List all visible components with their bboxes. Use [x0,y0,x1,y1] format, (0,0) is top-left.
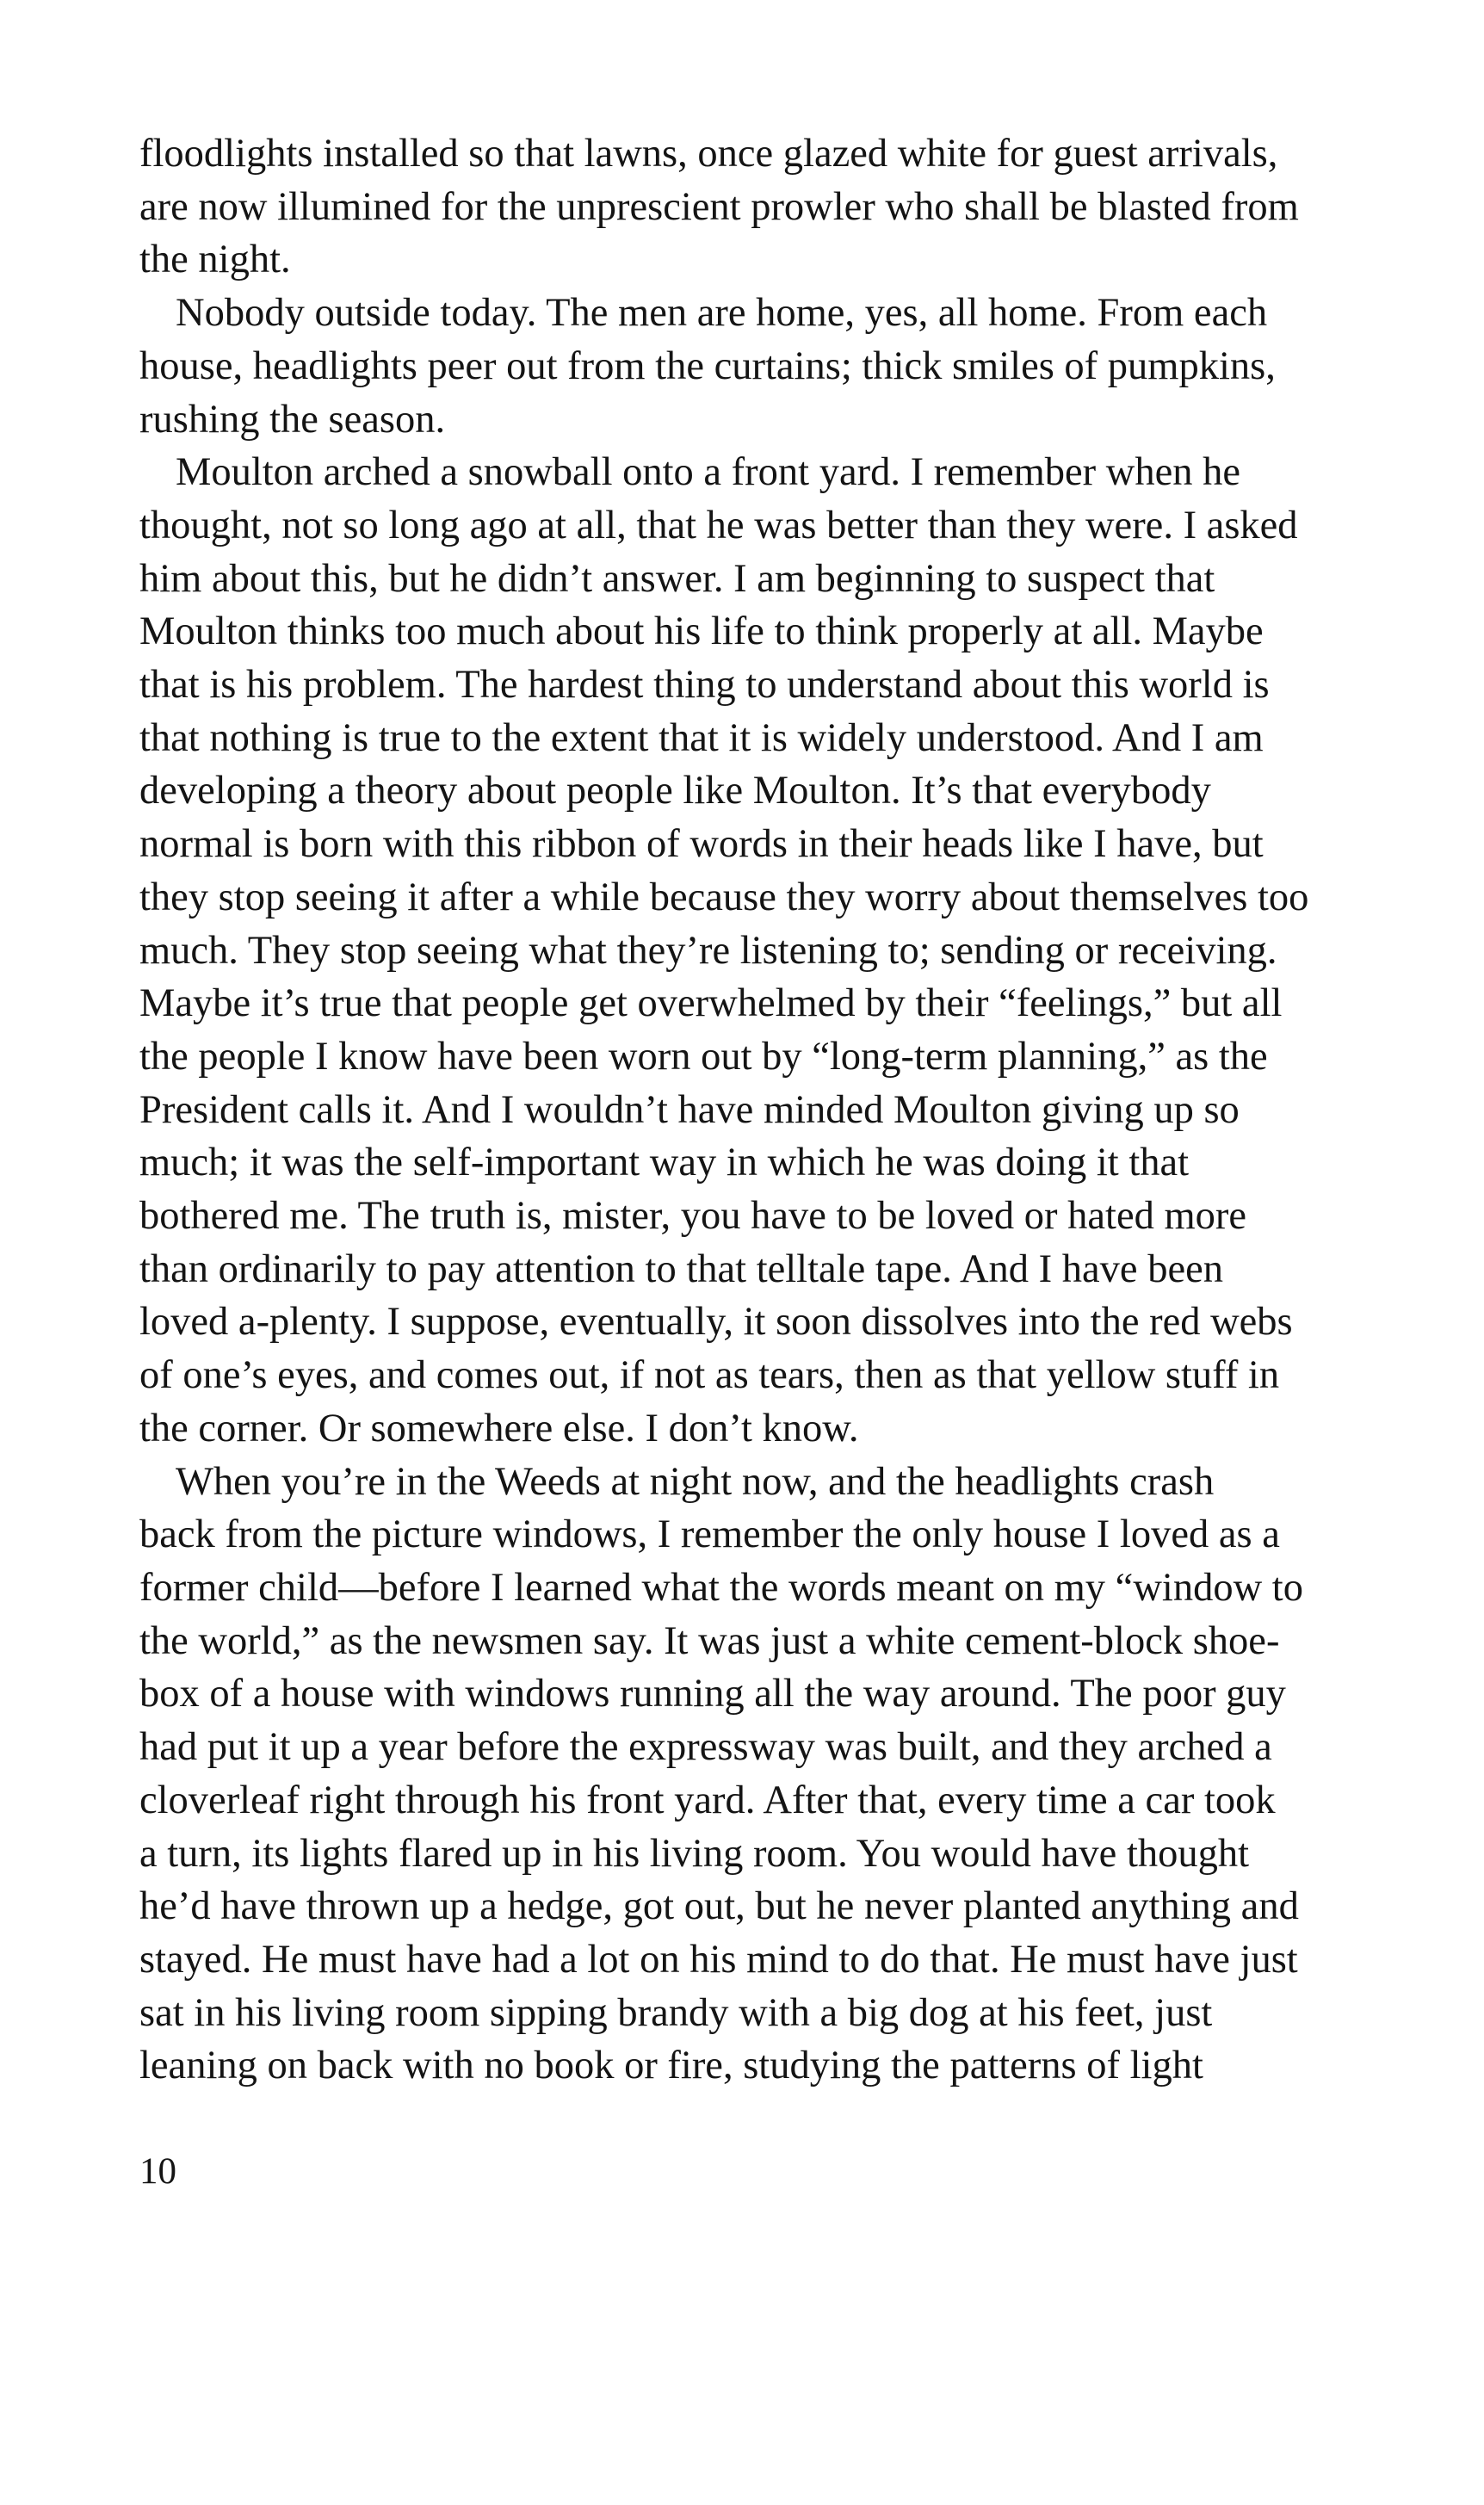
text-line: leaning on back with no book or fire, studying the patterns of light [139,2044,1203,2088]
text-line: had put it up a year before the expressway was built, and they arched a [139,1725,1272,1770]
text-line: the corner. Or somewhere else. I don’t know. [139,1406,859,1450]
paragraph [139,127,1360,287]
text-line: developing a theory about people like Moulton. It’s that everybody [139,769,1211,813]
text-line: stayed. He must have had a lot on his mind to do that. He must have just [139,1937,1298,1982]
text-line: they stop seeing it after a while because they worry about themselves too [139,875,1309,919]
text-line: rushing the season. [139,397,446,442]
text-line: he’d have thrown up a hedge, got out, but he never planted anything and [139,1884,1299,1929]
text-line: Moulton arched a snowball onto a front yard. I remember when he [176,450,1241,495]
text-line: the people I know have been worn out by “long-term planning,” as the [139,1034,1268,1079]
text-line: bothered me. The truth is, mister, you have to be loved or hated more [139,1194,1247,1239]
text-line: the night. [139,238,291,282]
text-line: house, headlights peer out from the curtains; thick smiles of pumpkins, [139,343,1276,388]
paragraph [139,1456,1360,2093]
body-text [139,127,1360,2093]
paragraph [139,287,1360,446]
page-number: 10 [139,2151,176,2192]
text-line: than ordinarily to pay attention to that telltale tape. And I have been [139,1246,1223,1291]
text-line: loved a-plenty. I suppose, eventually, it soon dissolves into the red webs [139,1300,1293,1345]
text-line: Nobody outside today. The men are home, yes, all home. From each [176,291,1268,336]
text-line: him about this, but he didn’t answer. I am beginning to suspect that [139,556,1215,601]
text-line: that nothing is true to the extent that it is widely understood. And I am [139,715,1264,760]
text-line: much. They stop seeing what they’re listening to; sending or receiving. [139,928,1277,973]
text-line: the world,” as the newsmen say. It was just a white cement-block shoe- [139,1618,1280,1663]
text-line: Moulton thinks too much about his life to think properly at all. Maybe [139,609,1264,654]
text-line: much; it was the self-important way in which he was doing it that [139,1141,1190,1185]
text-line: box of a house with windows running all the way around. The poor guy [139,1672,1286,1716]
paragraph [139,446,1360,1455]
text-line: normal is born with this ribbon of words in their heads like I have, but [139,822,1264,867]
text-line: floodlights installed so that lawns, once glazed white for guest arrivals, [139,132,1278,176]
text-line: that is his problem. The hardest thing to understand about this world is [139,663,1270,708]
text-line: a turn, its lights flared up in his living room. You would have thought [139,1831,1250,1876]
text-line: cloverleaf right through his front yard. After that, every time a car took [139,1778,1276,1822]
text-line: Maybe it’s true that people get overwhelmed by their “feelings,” but all [139,981,1283,1026]
text-line: When you’re in the Weeds at night now, and the headlights crash [176,1459,1215,1504]
text-line: thought, not so long ago at all, that he was better than they were. I asked [139,503,1298,547]
text-line: former child—before I learned what the words meant on my “window to [139,1565,1303,1610]
text-line: are now illumined for the unprescient prowler who shall be blasted from [139,184,1299,229]
text-line: President calls it. And I wouldn’t have minded Moulton giving up so [139,1087,1240,1132]
text-line: sat in his living room sipping brandy with a big dog at his feet, just [139,1990,1213,2035]
text-line: back from the picture windows, I remember the only house I loved as a [139,1512,1280,1557]
text-line: of one’s eyes, and comes out, if not as tears, then as that yellow stuff in [139,1353,1280,1398]
